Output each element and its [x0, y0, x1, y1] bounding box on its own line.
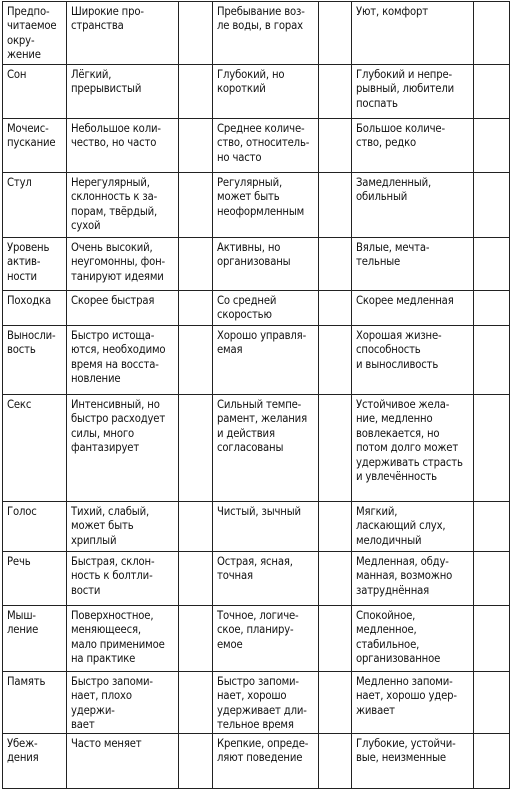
empty-cell [319, 173, 352, 238]
value-cell-2: Со средней скоростью [213, 291, 319, 326]
empty-cell [179, 119, 213, 173]
value-cell-3: Скорее медленная [352, 291, 474, 326]
row-label-cell: Память [3, 672, 67, 734]
value-cell-1: Нерегулярный, склонность к за- порам, твёрдый, сухой [67, 173, 179, 238]
value-cell-3: Спокойное, медленное, стабильное, организованное [352, 606, 474, 672]
row-label-cell: Стул [3, 173, 67, 238]
empty-cell [179, 502, 213, 552]
empty-cell [319, 238, 352, 291]
empty-cell [319, 502, 352, 552]
value-cell-2: Чистый, зычный [213, 502, 319, 552]
value-cell-3: Замедленный, обильный [352, 173, 474, 238]
value-cell-1: Быстро запоми- нает, плохо удержи- вает [67, 672, 179, 734]
empty-cell [179, 606, 213, 672]
empty-cell [179, 173, 213, 238]
value-cell-2: Хорошо управля- емая [213, 326, 319, 395]
empty-cell [319, 672, 352, 734]
empty-cell [319, 552, 352, 606]
empty-cell [474, 502, 510, 552]
value-cell-2: Среднее количе- ство, относитель- но часто [213, 119, 319, 173]
table-row [3, 291, 510, 326]
empty-cell [474, 65, 510, 119]
value-cell-2: Глубокий, но короткий [213, 65, 319, 119]
value-cell-2: Сильный темпе- рамент, желания и действия согласованы [213, 395, 319, 502]
value-cell-1: Быстрая, склон- ность к болтли- вости [67, 552, 179, 606]
row-label-cell: Речь [3, 552, 67, 606]
empty-cell [474, 672, 510, 734]
value-cell-3: Хорошая жизне- способность и выносливость [352, 326, 474, 395]
row-label-cell: Предпо- читаемое окру- жение [3, 2, 67, 65]
row-label-cell: Мыш- ление [3, 606, 67, 672]
value-cell-3: Мягкий, ласкающий слух, мелодичный [352, 502, 474, 552]
row-label-cell: Походка [3, 291, 67, 326]
empty-cell [179, 395, 213, 502]
row-label-cell: Убеж- дения [3, 733, 67, 788]
value-cell-3: Большое количе- ство, редко [352, 119, 474, 173]
empty-cell [179, 733, 213, 788]
empty-cell [474, 552, 510, 606]
empty-cell [474, 2, 510, 65]
empty-cell [179, 552, 213, 606]
value-cell-2: Активны, но организованы [213, 238, 319, 291]
empty-cell [474, 173, 510, 238]
empty-cell [179, 65, 213, 119]
empty-cell [319, 119, 352, 173]
table-row [3, 326, 510, 395]
table-row [3, 173, 510, 238]
value-cell-2: Точное, логиче- ское, планиру- емое [213, 606, 319, 672]
empty-cell [179, 291, 213, 326]
value-cell-1: Часто меняет [67, 733, 179, 788]
table-row [3, 119, 510, 173]
value-cell-1: Интенсивный, но быстро расходует силы, много фантазирует [67, 395, 179, 502]
value-cell-1: Широкие про- странства [67, 2, 179, 65]
value-cell-1: Быстро истоща- ются, необходимо время на восста- новление [67, 326, 179, 395]
value-cell-1: Скорее быстрая [67, 291, 179, 326]
empty-cell [319, 395, 352, 502]
value-cell-1: Тихий, слабый, может быть хриплый [67, 502, 179, 552]
row-label-cell: Уровень актив- ности [3, 238, 67, 291]
empty-cell [319, 606, 352, 672]
value-cell-3: Медленная, обду- манная, возможно затруднённая [352, 552, 474, 606]
table-row [3, 395, 510, 502]
empty-cell [474, 119, 510, 173]
table-row [3, 502, 510, 552]
value-cell-2: Пребывание воз- ле воды, в горах [213, 2, 319, 65]
value-cell-3: Вялые, мечта- тельные [352, 238, 474, 291]
value-cell-3: Уют, комфорт [352, 2, 474, 65]
row-label-cell: Голос [3, 502, 67, 552]
table-row [3, 2, 510, 65]
empty-cell [319, 733, 352, 788]
value-cell-3: Глубокие, устойчи- вые, неизменные [352, 733, 474, 788]
table-body [3, 2, 510, 789]
value-cell-1: Поверхностное, меняющееся, мало применимое на практике [67, 606, 179, 672]
table-row [3, 238, 510, 291]
value-cell-1: Небольшое коли- чество, но часто [67, 119, 179, 173]
empty-cell [474, 395, 510, 502]
empty-cell [179, 2, 213, 65]
row-label-cell: Секс [3, 395, 67, 502]
empty-cell [319, 65, 352, 119]
empty-cell [474, 326, 510, 395]
empty-cell [474, 606, 510, 672]
table-row [3, 552, 510, 606]
value-cell-3: Глубокий и непре- рывный, любители поспать [352, 65, 474, 119]
empty-cell [474, 733, 510, 788]
value-cell-3: Медленно запоми- нает, хорошо удер- живает [352, 672, 474, 734]
table-row [3, 733, 510, 788]
table-row [3, 606, 510, 672]
empty-cell [474, 291, 510, 326]
value-cell-2: Регулярный, может быть неоформленным [213, 173, 319, 238]
row-label-cell: Сон [3, 65, 67, 119]
value-cell-2: Острая, ясная, точная [213, 552, 319, 606]
empty-cell [179, 672, 213, 734]
row-label-cell: Мочеис- пускание [3, 119, 67, 173]
table-row [3, 65, 510, 119]
empty-cell [474, 238, 510, 291]
empty-cell [319, 326, 352, 395]
constitution-comparison-table [2, 1, 510, 789]
value-cell-3: Устойчивое жела- ние, медленно вовлекается, но потом долго может удерживать страсть и увлечённость [352, 395, 474, 502]
value-cell-2: Быстро запоми- нает, хорошо удерживает дли- тельное время [213, 672, 319, 734]
empty-cell [179, 326, 213, 395]
empty-cell [319, 2, 352, 65]
empty-cell [179, 238, 213, 291]
empty-cell [319, 291, 352, 326]
value-cell-2: Крепкие, опреде- ляют поведение [213, 733, 319, 788]
row-label-cell: Выносли- вость [3, 326, 67, 395]
value-cell-1: Лёгкий, прерывистый [67, 65, 179, 119]
table-row [3, 672, 510, 734]
value-cell-1: Очень высокий, неугомонны, фон- танируют идеями [67, 238, 179, 291]
